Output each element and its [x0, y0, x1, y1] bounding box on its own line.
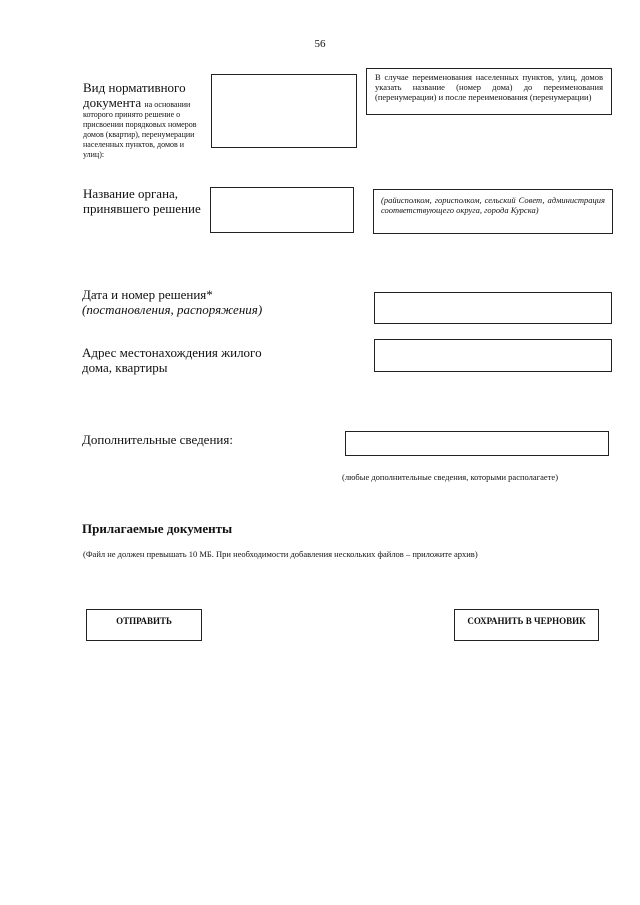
authority-input[interactable]: [210, 187, 354, 233]
authority-hint: (райисполком, горисполком, сельский Совет, администрация соответствующего округа, города Курска): [373, 189, 613, 234]
page-number: 56: [314, 38, 326, 50]
decision-label-line1: Дата и номер решения*: [82, 287, 213, 302]
normative-doc-label-line1: Вид нормативного: [83, 80, 186, 95]
normative-doc-label-inline: на основании: [144, 100, 191, 109]
address-label-line2: дома, квартиры: [82, 360, 168, 375]
additional-hint: (любые дополнительные сведения, которыми располагаете): [342, 472, 559, 482]
normative-doc-label-small: которого принято решение о присвоении порядковых номеров домов (квартир), перенумерации населенных пунктов, домов и улиц):: [83, 110, 197, 159]
address-label: [82, 345, 342, 375]
additional-input[interactable]: [345, 431, 609, 456]
decision-input[interactable]: [374, 292, 612, 324]
normative-doc-input[interactable]: [211, 74, 357, 148]
authority-label-line1: Название органа,: [83, 186, 179, 201]
address-label-line1: Адрес местонахождения жилого: [82, 345, 262, 360]
decision-label-line2: (постановления, распоряжения): [82, 302, 263, 317]
authority-label-line2: принявшего решение: [83, 201, 201, 216]
save-draft-button[interactable]: СОХРАНИТЬ В ЧЕРНОВИК: [454, 609, 599, 641]
attachments-title: Прилагаемые документы: [82, 521, 233, 536]
additional-label: Дополнительные сведения:: [82, 432, 233, 447]
normative-doc-label-line2: документа: [83, 95, 142, 110]
attachments-note: (Файл не должен превышать 10 МБ. При необходимости добавления нескольких файлов – приложите архив): [83, 549, 478, 559]
authority-label: [83, 186, 208, 216]
decision-label: [82, 287, 342, 317]
normative-doc-label: [83, 80, 208, 160]
normative-doc-hint: В случае переименования населенных пунктов, улиц, домов указать название (номер дома) до переименования (перенумерации) и после переименования (перенумерации): [366, 68, 612, 115]
address-input[interactable]: [374, 339, 612, 372]
submit-button[interactable]: ОТПРАВИТЬ: [86, 609, 202, 641]
